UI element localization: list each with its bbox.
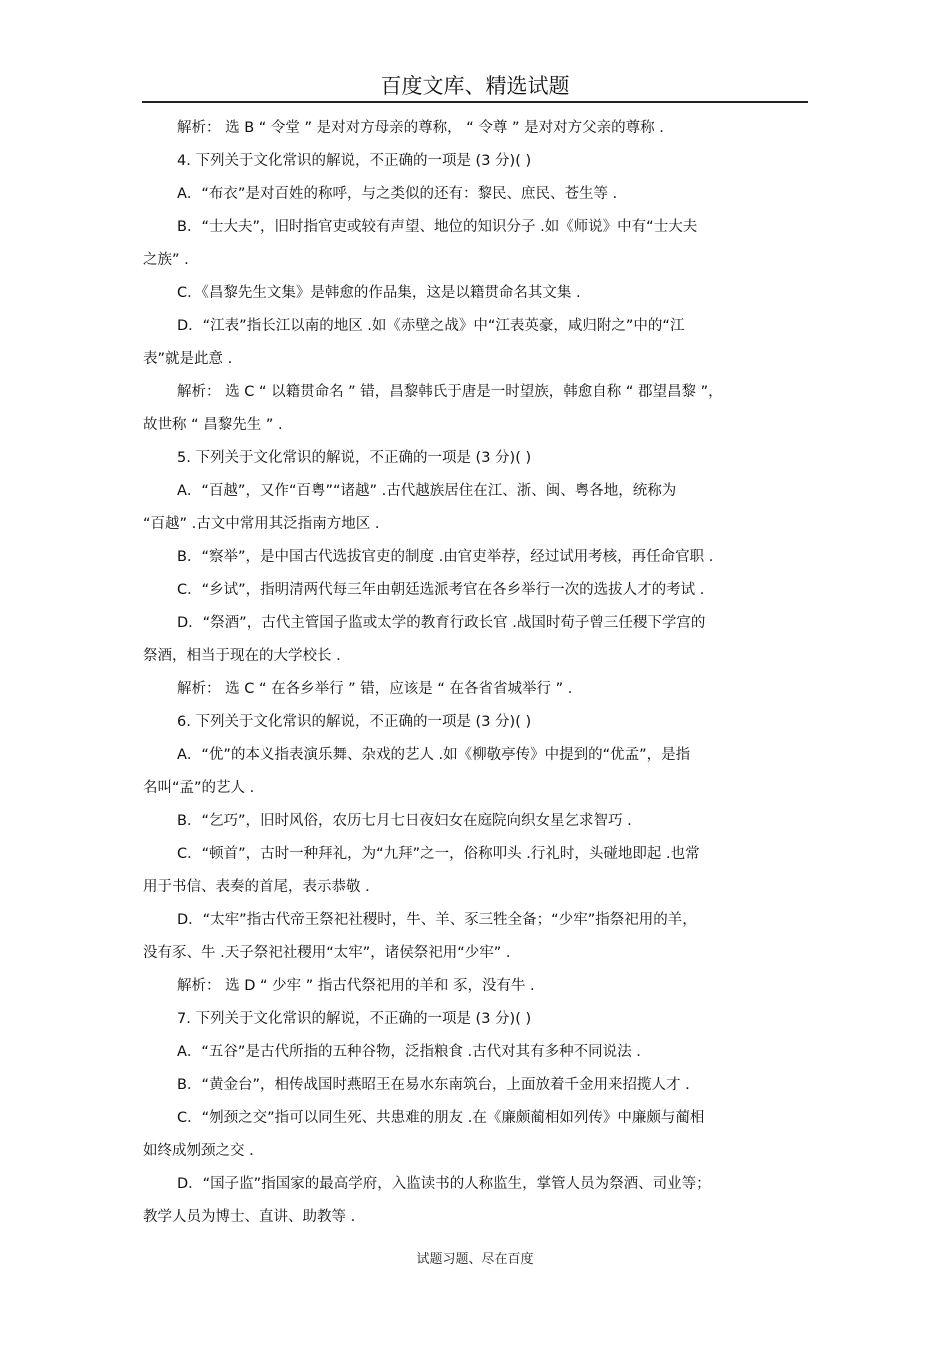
text-line: A．“五谷”是古代所指的五种谷物，泛指粮食 .古代对其有多种不同说法 . (177, 1044, 641, 1060)
text-line: 教学人员为博士、直讲、助教等 . (143, 1209, 356, 1225)
text-line: D．“江表”指长江以南的地区 .如《赤壁之战》中“江表英豪，咸归附之”中的“江 (177, 318, 685, 334)
text-line: D．“国子监”指国家的最高学府，入监读书的人称监生，掌管人员为祭酒、司业等； (177, 1176, 711, 1192)
text-line: B．“乞巧”，旧时风俗，农历七月七日夜妇女在庭院向织女星乞求智巧 . (177, 813, 632, 829)
text-line: 解析： 选 C “ 以籍贯命名 ” 错，昌黎韩氏于唐是一时望族，韩愈自称 “ 郡望昌黎 ”， (177, 384, 723, 400)
text-line: 如终成刎颈之交 . (143, 1143, 254, 1159)
text-line: B．“察举”，是中国古代选拔官吏的制度 .由官吏举荐，经过试用考核，再任命官职 . (177, 549, 714, 565)
text-line: A．“优”的本义指表演乐舞、杂戏的艺人 .如《柳敬亭传》中提到的“优孟”，是指 (177, 747, 691, 763)
text-line: B．“黄金台”，相传战国时燕昭王在易水东南筑台，上面放着千金用来招揽人才 . (177, 1077, 690, 1093)
text-line: B．“士大夫”，旧时指官吏或较有声望、地位的知识分子 .如《师说》中有“士大夫 (177, 219, 698, 235)
text-line: 用于书信、表奏的首尾，表示恭敬 . (143, 879, 370, 895)
text-line: 表”就是此意 . (143, 351, 233, 367)
text-line: 5. 下列关于文化常识的解说，不正确的一项是 (3 分)( ) (177, 450, 532, 466)
text-line: 7. 下列关于文化常识的解说，不正确的一项是 (3 分)( ) (177, 1011, 532, 1027)
text-line: 名叫“孟”的艺人 . (143, 780, 255, 796)
text-line: 解析： 选 D “ 少牢 ” 指古代祭祀用的羊和 豕，没有牛 . (177, 978, 535, 994)
text-line: D．“祭酒”，古代主管国子监或太学的教育行政长官 .战国时荀子曾三任稷下学宫的 (177, 615, 706, 631)
text-line: “百越” .古文中常用其泛指南方地区 . (143, 516, 380, 532)
text-line: D．“太牢”指古代帝王祭祀社稷时，牛、羊、豕三牲全备；“少牢”指祭祀用的羊， (177, 912, 697, 928)
header-rule (142, 101, 808, 103)
text-line: 之族” . (143, 252, 189, 268)
text-line: C．“刎颈之交”指可以同生死、共患难的朋友 .在《廉颇蔺相如列传》中廉颇与蔺相 (177, 1110, 705, 1126)
text-line: 故世称 “ 昌黎先生 ” . (143, 417, 283, 433)
page-header-title: 百度文库、精选试题 (380, 74, 570, 98)
text-line: 没有豕、牛 .天子祭祀社稷用“太牢”，诸侯祭祀用“少牢” . (143, 945, 511, 961)
text-line: 4. 下列关于文化常识的解说，不正确的一项是 (3 分)( ) (177, 153, 532, 169)
text-line: A．“百越”，又作“百粤”“诸越” .古代越族居住在江、浙、闽、粤各地，统称为 (177, 483, 677, 499)
text-line: 解析： 选 B “ 令堂 ” 是对对方母亲的尊称， “ 令尊 ” 是对对方父亲的尊称 . (177, 120, 664, 136)
text-line: C．“顿首”，古时一种拜礼，为“九拜”之一，俗称叩头 .行礼时，头碰地即起 .也常 (177, 846, 700, 862)
text-line: C．“乡试”，指明清两代每三年由朝廷选派考官在各乡举行一次的选拔人才的考试 . (177, 582, 705, 598)
text-line: 解析： 选 C “ 在各乡举行 ” 错，应该是 “ 在各省省城举行 ” . (177, 681, 573, 697)
text-line: 6. 下列关于文化常识的解说，不正确的一项是 (3 分)( ) (177, 714, 532, 730)
text-line: A．“布衣”是对百姓的称呼，与之类似的还有：黎民、庶民、苍生等 . (177, 186, 618, 202)
document-body (143, 112, 808, 1234)
text-line: 祭酒，相当于现在的大学校长 . (143, 648, 341, 664)
text-line: C．《昌黎先生文集》是韩愈的作品集，这是以籍贯命名其文集 . (177, 285, 581, 301)
page-footer: 试题习题、尽在百度 (416, 1252, 534, 1267)
